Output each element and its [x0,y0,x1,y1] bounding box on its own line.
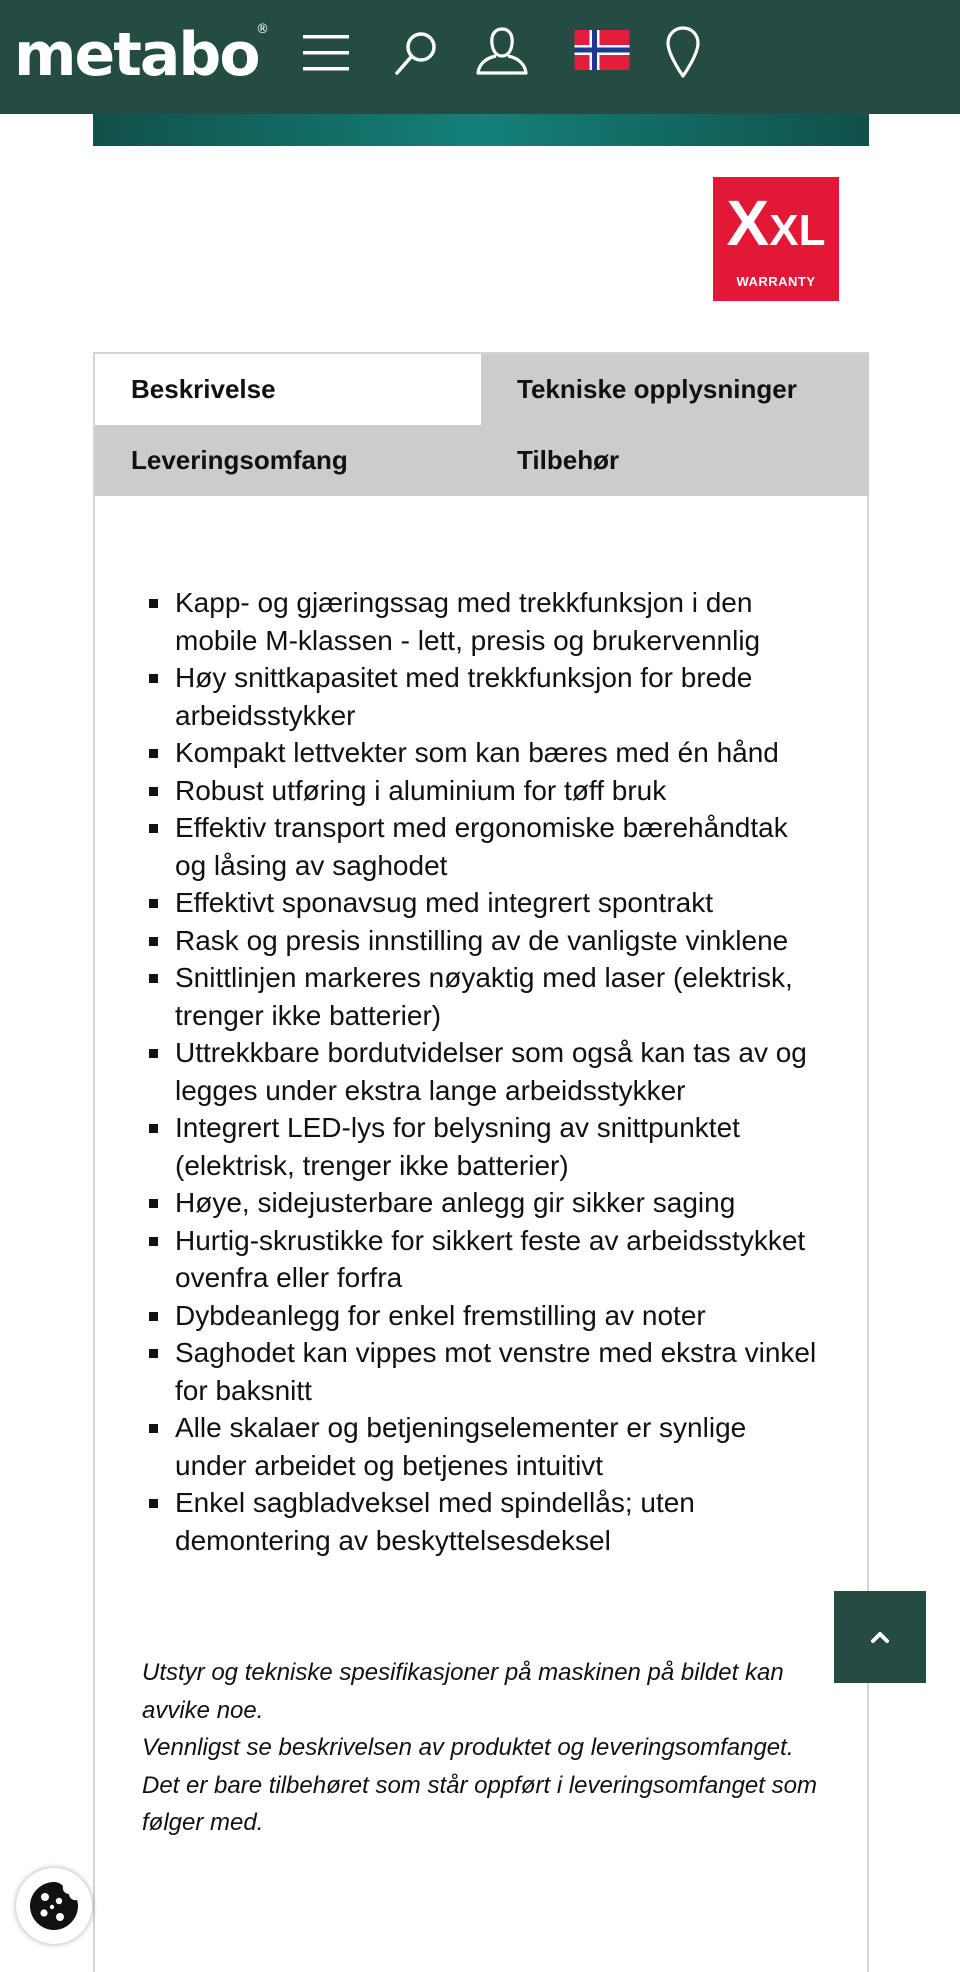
location-pin-icon[interactable] [664,24,702,80]
xxl-badge-x: X [726,187,770,259]
list-item: Kompakt lettvekter som kan bæres med én hånd [135,734,825,772]
metabo-logo[interactable]: metabo [14,20,259,90]
disclaimer-notes [142,1654,832,1842]
xxl-badge-xl: XL [769,206,826,255]
list-item: Dybdeanlegg for enkel fremstilling av noter [135,1297,825,1335]
list-item: Robust utføring i aluminium for tøff bruk [135,772,825,810]
list-item: Uttrekkbare bordutvidelser som også kan tas av og legges under ekstra lange arbeidsstykker [135,1034,825,1109]
list-item: Kapp- og gjæringssag med trekkfunksjon i den mobile M-klassen - lett, presis og brukervennlig [135,584,825,659]
cookie-settings-button[interactable] [16,1868,92,1944]
tab-beskrivelse[interactable] [95,354,481,425]
site-header [0,0,960,114]
list-item: Snittlinjen markeres nøyaktig med laser (elektrisk, trenger ikke batterier) [135,959,825,1034]
note-text: Det er bare tilbehøret som står oppført i leveringsomfanget som følger med. [142,1771,817,1836]
feature-list [135,584,825,1559]
product-info-panel [93,352,869,1972]
list-item: Alle skalaer og betjeningselementer er synlige under arbeidet og betjenes intuitivt [135,1409,825,1484]
list-item: Hurtig-skrustikke for sikkert feste av arbeidsstykket ovenfra eller forfra [135,1222,825,1297]
list-item: Enkel sagbladveksel med spindellås; uten demontering av beskyttelsesdeksel [135,1484,825,1559]
list-item: Saghodet kan vippes mot venstre med ekstra vinkel for baksnitt [135,1334,825,1409]
list-item: Høy snittkapasitet med trekkfunksjon for brede arbeidsstykker [135,659,825,734]
list-item: Effektiv transport med ergonomiske bærehåndtak og låsing av saghodet [135,809,825,884]
list-item: Effektivt sponavsug med integrert spontrakt [135,884,825,922]
scroll-to-top-button[interactable] [834,1591,926,1683]
list-item: Høye, sidejusterbare anlegg gir sikker saging [135,1184,825,1222]
tab-label: Leveringsomfang [131,445,348,475]
tab-tilbehor[interactable] [481,425,869,496]
registered-mark: ® [256,22,269,37]
xxl-badge-title [713,187,839,271]
list-item: Integrert LED-lys for belysning av snittpunktet (elektrisk, trenger ikke batterier) [135,1109,825,1184]
xxl-warranty-badge [713,177,839,301]
tab-leveringsomfang[interactable] [95,425,481,496]
tab-label: Beskrivelse [131,374,276,404]
list-item: Rask og presis innstilling av de vanligste vinklene [135,922,825,960]
tab-tekniske-opplysninger[interactable] [481,354,869,425]
chevron-up-icon [834,1591,926,1683]
note-text: Vennligst se beskrivelsen av produktet og leveringsomfanget. [142,1734,794,1761]
tab-label: Tekniske opplysninger [517,374,797,404]
user-icon[interactable] [474,24,530,78]
note-text: Utstyr og tekniske spesifikasjoner på maskinen på bildet kan avvike noe. [142,1659,784,1724]
search-icon[interactable] [392,28,442,78]
norway-flag-icon[interactable] [574,30,630,70]
menu-icon[interactable] [300,30,352,76]
xxl-badge-subtitle: WARRANTY [736,274,816,289]
product-image-banner [93,114,869,146]
cookie-icon [16,1868,92,1944]
tab-label: Tilbehør [517,445,620,475]
